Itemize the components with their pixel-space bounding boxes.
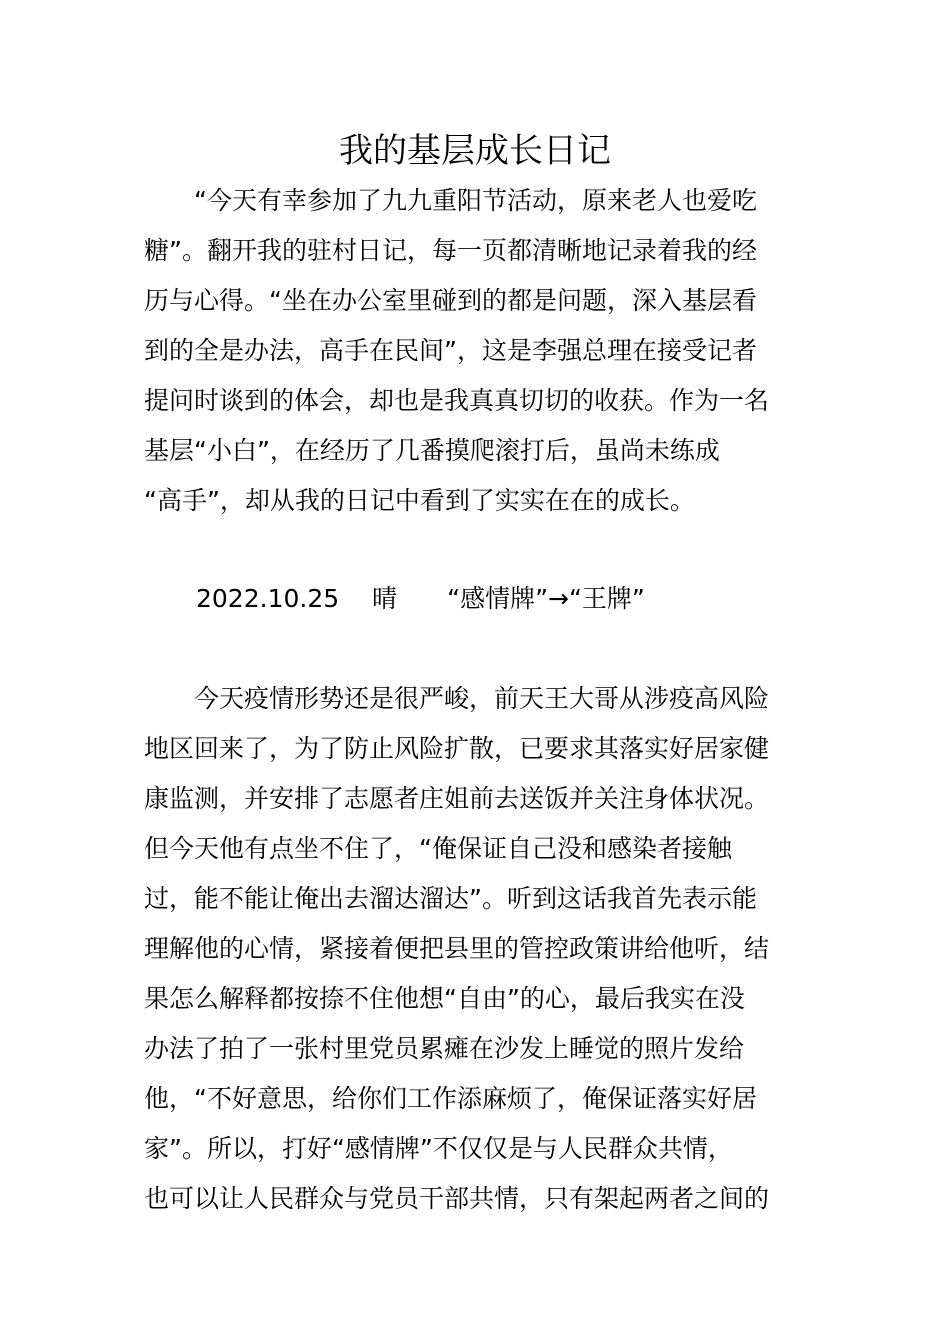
text-line: 康监测，并安排了志愿者庄姐前去送饭并关注身体状况。 <box>144 784 770 813</box>
entry-heading <box>196 574 645 624</box>
text-line: 糖”。翻开我的驻村日记，每一页都清晰地记录着我的经 <box>144 236 757 265</box>
text-line: 地区回来了，为了防止风险扩散，已要求其落实好居家健 <box>144 734 770 763</box>
entry-date: 2022.10.25 <box>196 584 340 613</box>
text-line: “高手”，却从我的日记中看到了实实在在的成长。 <box>144 486 695 515</box>
text-line: 到的全是办法，高手在民间”，这是李强总理在接受记者 <box>144 336 757 365</box>
entry-weather: 晴 <box>372 584 398 613</box>
text-line: 提问时谈到的体会，却也是我真真切切的收获。作为一名 <box>144 386 770 415</box>
entry-topic: “感情牌”→“王牌” <box>447 584 645 613</box>
text-line: 过，能不能让俺出去溜达溜达”。听到这话我首先表示能 <box>144 884 757 913</box>
text-line: 今天疫情形势还是很严峻，前天王大哥从涉疫高风险 <box>144 684 770 713</box>
document-title: 我的基层成长日记 <box>339 131 611 171</box>
text-line: 办法了拍了一张村里党员累瘫在沙发上睡觉的照片发给 <box>144 1034 745 1063</box>
text-line: 果怎么解释都按捺不住他想“自由”的心，最后我实在没 <box>144 984 745 1013</box>
text-line: 基层“小白”，在经历了几番摸爬滚打后，虽尚未练成 <box>144 436 720 465</box>
text-line: 但今天他有点坐不住了，“俺保证自己没和感染者接触 <box>144 834 732 863</box>
text-line: 他，“不好意思，给你们工作添麻烦了，俺保证落实好居 <box>144 1084 757 1113</box>
text-line: 理解他的心情，紧接着便把县里的管控政策讲给他听，结 <box>144 934 770 963</box>
text-line: 也可以让人民群众与党员干部共情，只有架起两者之间的 <box>144 1184 770 1213</box>
text-line: 家”。所以，打好“感情牌”不仅仅是与人民群众共情， <box>144 1134 733 1163</box>
text-line: 历与心得。“坐在办公室里碰到的都是问题，深入基层看 <box>144 286 757 315</box>
text-line: “今天有幸参加了九九重阳节活动，原来老人也爱吃 <box>144 186 757 215</box>
